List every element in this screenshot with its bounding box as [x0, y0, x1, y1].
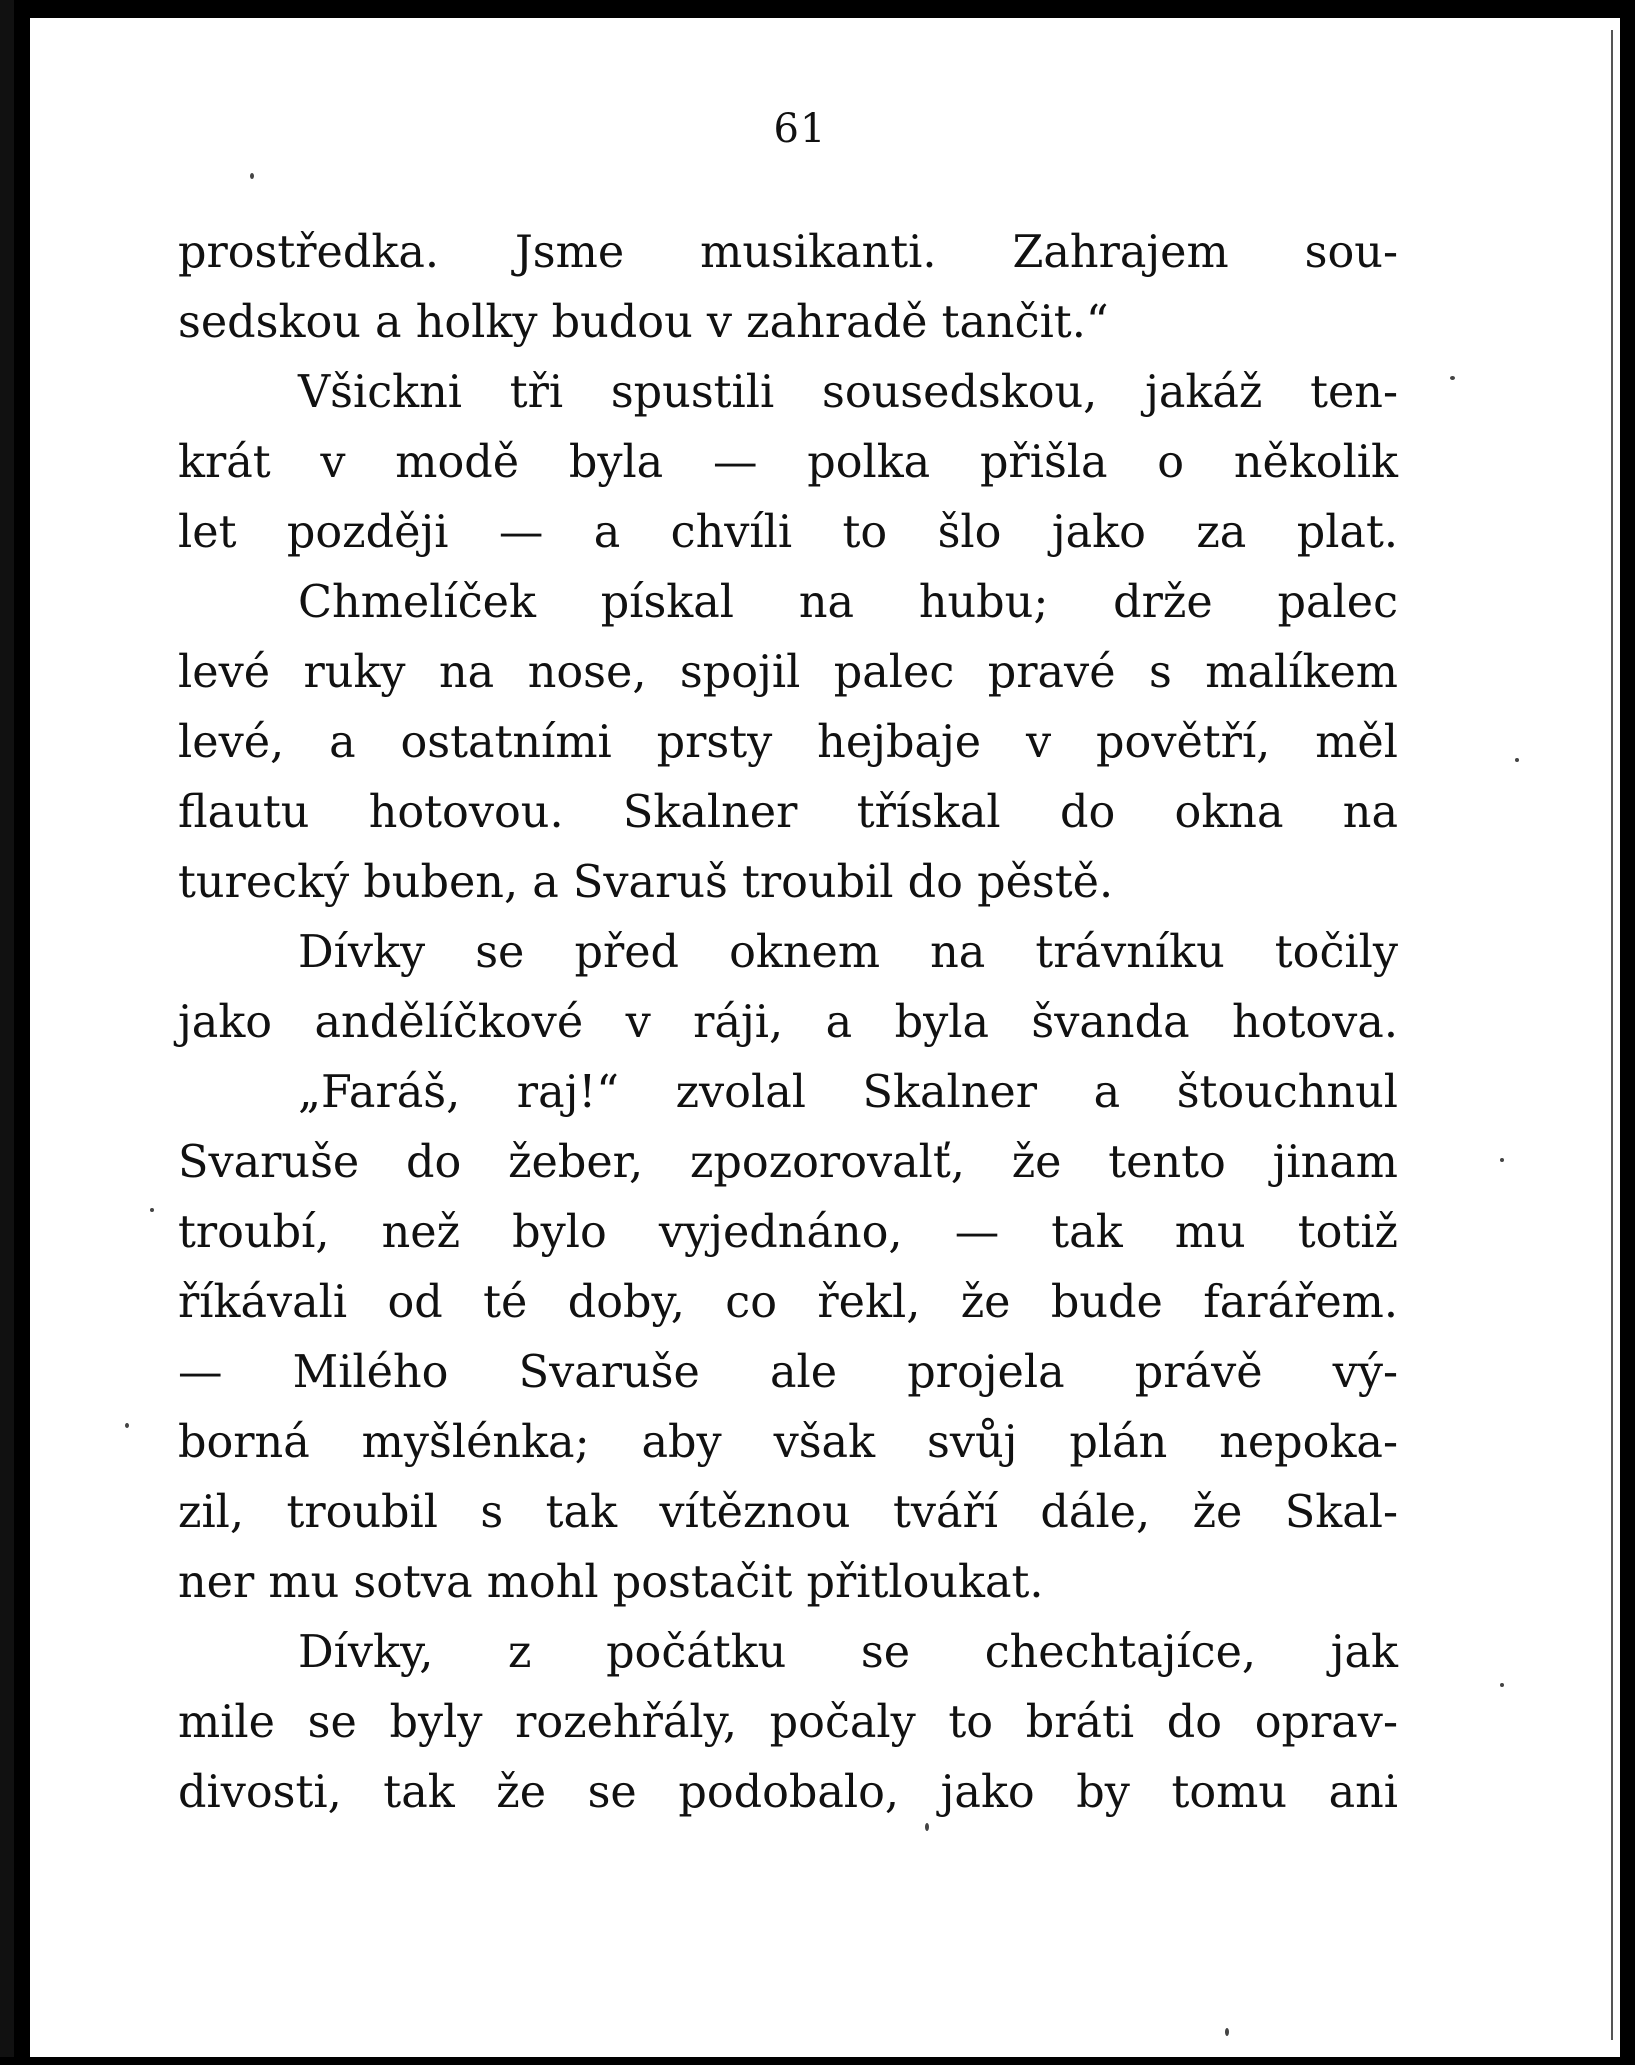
scan-speck: [1450, 376, 1455, 380]
text-line: mile se byly rozehřály, počaly to bráti do oprav-: [178, 1697, 1398, 1748]
scan-speck: [150, 1208, 154, 1212]
page-number: 61: [773, 106, 827, 152]
text-line: let později — a chvíli to šlo jako za plat.: [178, 507, 1398, 558]
text-line: turecký buben, a Svaruš troubil do pěstě.: [178, 857, 1114, 908]
scan-speck: [925, 1823, 929, 1831]
scan-border-right: [1623, 0, 1635, 2065]
scan-speck: [1515, 758, 1519, 762]
text-line: divosti, tak že se podobalo, jako by tomu ani: [178, 1767, 1398, 1818]
book-page: [30, 18, 1620, 2058]
text-line: borná myšlénka; aby však svůj plán nepoka-: [178, 1417, 1398, 1468]
text-line: levé ruky na nose, spojil palec pravé s malíkem: [178, 647, 1398, 698]
text-line: Dívky se před oknem na trávníku točily: [298, 927, 1398, 978]
text-line: Chmelíček pískal na hubu; drže palec: [298, 577, 1398, 628]
scan-speck: [125, 1423, 129, 1428]
text-line: jako andělíčkové v ráji, a byla švanda hotova.: [178, 997, 1398, 1048]
scan-border-bottom: [0, 2057, 1635, 2065]
text-line: Svaruše do žeber, zpozorovalť, že tento jinam: [178, 1137, 1398, 1188]
scan-speck: [250, 173, 254, 179]
scan-border-top: [0, 0, 1635, 18]
text-line: Dívky, z počátku se chechtajíce, jak: [298, 1627, 1398, 1678]
scan-border-line: [1611, 30, 1613, 2040]
text-line: krát v modě byla — polka přišla o několik: [178, 437, 1398, 488]
text-line: troubí, než bylo vyjednáno, — tak mu totiž: [178, 1207, 1398, 1258]
scan-border-left: [0, 0, 14, 2065]
text-line: zil, troubil s tak vítěznou tváří dále, že Skal-: [178, 1487, 1398, 1538]
text-line: sedskou a holky budou v zahradě tančit.“: [178, 297, 1109, 348]
text-line: prostředka. Jsme musikanti. Zahrajem sou-: [178, 227, 1398, 278]
text-line: — Milého Svaruše ale projela právě vý-: [178, 1347, 1398, 1398]
text-line: říkávali od té doby, co řekl, že bude farářem.: [178, 1277, 1398, 1328]
text-line: Všickni tři spustili sousedskou, jakáž ten-: [298, 367, 1398, 418]
body-text: [178, 218, 1398, 1828]
text-line: levé, a ostatními prsty hejbaje v povětří, měl: [178, 717, 1398, 768]
scan-speck: [1500, 1683, 1504, 1687]
scan-speck: [1225, 2028, 1229, 2036]
text-line: flautu hotovou. Skalner třískal do okna na: [178, 787, 1398, 838]
text-line: ner mu sotva mohl postačit přitloukat.: [178, 1557, 1044, 1608]
text-line: „Faráš, raj!“ zvolal Skalner a štouchnul: [298, 1067, 1398, 1118]
scan-speck: [1500, 1158, 1504, 1162]
